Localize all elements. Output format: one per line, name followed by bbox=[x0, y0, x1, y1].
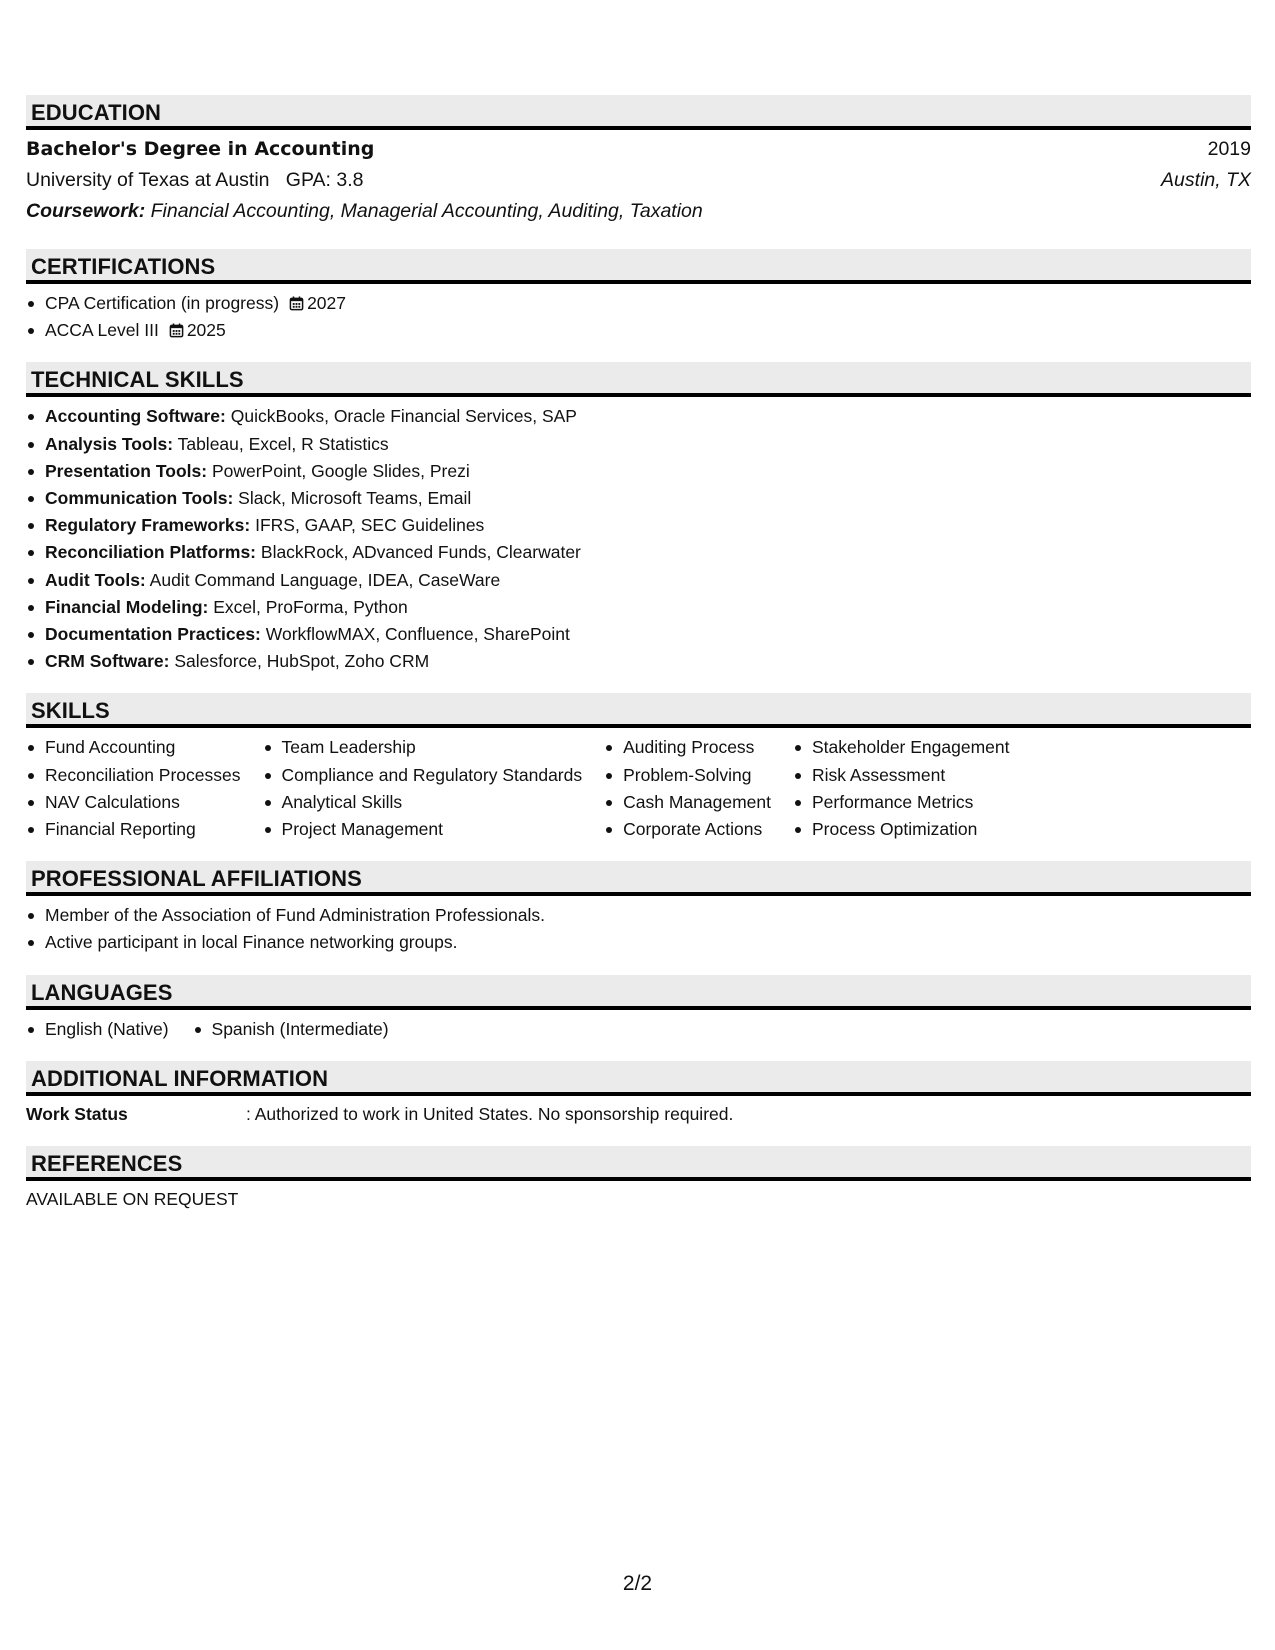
skills-heading: SKILLS bbox=[26, 693, 1251, 728]
work-status-row bbox=[26, 1101, 1251, 1128]
tech-skill-value: PowerPoint, Google Slides, Prezi bbox=[211, 460, 470, 481]
tech-skill-label: Accounting Software: bbox=[45, 406, 226, 427]
skills-column bbox=[604, 734, 771, 843]
certifications-heading: CERTIFICATIONS bbox=[26, 249, 1251, 284]
tech-skill-value: Salesforce, HubSpot, Zoho CRM bbox=[174, 651, 430, 672]
tech-skill-item bbox=[26, 648, 1251, 675]
languages-heading: LANGUAGES bbox=[26, 975, 1251, 1010]
tech-skill-item bbox=[26, 458, 1251, 485]
tech-skill-value: Slack, Microsoft Teams, Email bbox=[238, 488, 472, 509]
skills-grid bbox=[26, 734, 1251, 843]
skill-item: Performance Metrics bbox=[793, 789, 1010, 816]
degree-title: Bachelor's Degree in Accounting bbox=[26, 138, 375, 160]
tech-skill-label: Presentation Tools: bbox=[45, 460, 208, 481]
coursework-row bbox=[26, 196, 1251, 227]
skill-item: Project Management bbox=[263, 816, 583, 843]
certification-item bbox=[26, 290, 1251, 317]
skill-item: Risk Assessment bbox=[793, 762, 1010, 789]
tech-skill-value: WorkflowMAX, Confluence, SharePoint bbox=[265, 624, 570, 645]
education-heading: EDUCATION bbox=[26, 95, 1251, 130]
coursework-label: Coursework: bbox=[26, 200, 146, 222]
skill-item: Process Optimization bbox=[793, 816, 1010, 843]
skill-item: Stakeholder Engagement bbox=[793, 734, 1010, 761]
skill-item: NAV Calculations bbox=[26, 789, 241, 816]
affiliation-item: Member of the Association of Fund Administration Professionals. bbox=[26, 902, 1251, 929]
skill-item: Reconciliation Processes bbox=[26, 762, 241, 789]
skill-item: Corporate Actions bbox=[604, 816, 771, 843]
work-status-label: Work Status bbox=[26, 1103, 128, 1124]
certifications-section bbox=[26, 249, 1251, 344]
page-number: 2/2 bbox=[622, 1572, 653, 1595]
skills-column bbox=[793, 734, 1010, 843]
tech-skill-value: Tableau, Excel, R Statistics bbox=[177, 433, 389, 454]
education-location: Austin, TX bbox=[1161, 169, 1251, 191]
skill-item: Problem-Solving bbox=[604, 762, 771, 789]
certification-year: 2025 bbox=[186, 320, 226, 341]
skill-item: Team Leadership bbox=[263, 734, 583, 761]
education-degree-row bbox=[26, 134, 1251, 165]
language-item: English (Native) bbox=[26, 1016, 169, 1043]
education-section bbox=[26, 95, 1251, 227]
tech-skill-value: Excel, ProForma, Python bbox=[213, 596, 408, 617]
gpa: GPA: 3.8 bbox=[285, 169, 364, 191]
tech-skill-label: Analysis Tools: bbox=[45, 433, 174, 454]
tech-skill-item bbox=[26, 512, 1251, 539]
tech-skill-value: BlackRock, ADvanced Funds, Clearwater bbox=[260, 542, 581, 563]
tech-skill-item bbox=[26, 594, 1251, 621]
tech-skill-item bbox=[26, 539, 1251, 566]
tech-skill-item bbox=[26, 431, 1251, 458]
tech-skill-label: Reconciliation Platforms: bbox=[45, 542, 257, 563]
certification-year: 2027 bbox=[307, 293, 346, 313]
skill-item: Auditing Process bbox=[604, 734, 771, 761]
skills-section bbox=[26, 693, 1251, 843]
skill-item: Financial Reporting bbox=[26, 816, 241, 843]
education-institution-row bbox=[26, 165, 1251, 196]
tech-skill-value: Audit Command Language, IDEA, CaseWare bbox=[149, 569, 501, 590]
references-text: AVAILABLE ON REQUEST bbox=[26, 1188, 239, 1209]
coursework-list: Financial Accounting, Managerial Accounting, Auditing, Taxation bbox=[150, 200, 703, 222]
technical-skills-section bbox=[26, 362, 1251, 675]
calendar-icon bbox=[169, 323, 184, 338]
tech-skill-value: QuickBooks, Oracle Financial Services, SAP bbox=[230, 406, 577, 427]
resume-page bbox=[26, 95, 1251, 1213]
work-status-value: : Authorized to work in United States. No sponsorship required. bbox=[246, 1103, 734, 1124]
skill-item: Analytical Skills bbox=[263, 789, 583, 816]
tech-skill-label: Documentation Practices: bbox=[45, 624, 261, 645]
certification-item bbox=[26, 317, 1251, 344]
tech-skill-label: Regulatory Frameworks: bbox=[45, 515, 251, 536]
graduation-year: 2019 bbox=[1207, 138, 1251, 160]
certification-name: ACCA Level III bbox=[45, 320, 159, 341]
affiliation-item: Active participant in local Finance networking groups. bbox=[26, 929, 1251, 956]
skill-item: Compliance and Regulatory Standards bbox=[263, 762, 583, 789]
references-section bbox=[26, 1146, 1251, 1213]
tech-skill-label: Audit Tools: bbox=[45, 569, 146, 590]
calendar-icon bbox=[289, 296, 304, 311]
certification-name: CPA Certification (in progress) bbox=[45, 293, 280, 313]
tech-skill-item bbox=[26, 485, 1251, 512]
technical-skills-heading: TECHNICAL SKILLS bbox=[26, 362, 1251, 397]
tech-skill-value: IFRS, GAAP, SEC Guidelines bbox=[255, 515, 485, 536]
additional-info-section bbox=[26, 1061, 1251, 1128]
affiliations-section bbox=[26, 861, 1251, 956]
language-item: Spanish (Intermediate) bbox=[193, 1016, 389, 1043]
affiliations-heading: PROFESSIONAL AFFILIATIONS bbox=[26, 861, 1251, 896]
languages-section bbox=[26, 975, 1251, 1043]
tech-skill-item bbox=[26, 567, 1251, 594]
skills-column bbox=[263, 734, 583, 843]
references-heading: REFERENCES bbox=[26, 1146, 1251, 1181]
tech-skill-label: Communication Tools: bbox=[45, 488, 234, 509]
additional-info-heading: ADDITIONAL INFORMATION bbox=[26, 1061, 1251, 1096]
skills-column bbox=[26, 734, 241, 843]
tech-skill-item bbox=[26, 621, 1251, 648]
skill-item: Fund Accounting bbox=[26, 734, 241, 761]
tech-skill-item bbox=[26, 403, 1251, 430]
skill-item: Cash Management bbox=[604, 789, 771, 816]
institution-name: University of Texas at Austin bbox=[26, 169, 270, 191]
tech-skill-label: Financial Modeling: bbox=[45, 596, 209, 617]
tech-skill-label: CRM Software: bbox=[45, 651, 170, 672]
